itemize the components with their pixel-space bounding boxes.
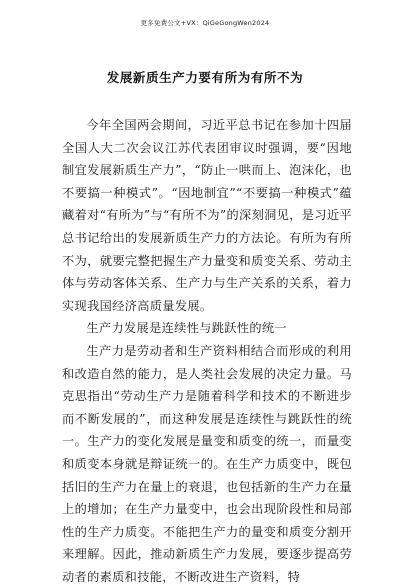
section-heading: 生产力发展是连续性与跳跃性的统一 (86, 321, 287, 336)
body-paragraph-productivity: 生产力是劳动者和生产资料相结合而形成的利用和改造自然的能力，是人类社会发展的决定力量。马克思指出“劳动生产力是随着科学和技术的不断进步而不断发展的”，而这种发展是连续性与跳跃性的统一。生产力的变化发展是量变和质变的统一，而量变和质变本身就是辩证统一的。在生产力质变中，既包括旧的生产力在量上的衰退，也包括新的生产力在量上的增加；在生产力量变中，也会出现阶段性和局部性的生产力质变。不能把生产力的量变和质变分割开来理解。因此，推动新质生产力发展，要逐步提高劳动者的素质和技能，不断改进生产资料，特 (62, 343, 352, 584)
document-body (62, 114, 352, 588)
document-title: 发展新质生产力要有所为有所不为 (106, 70, 304, 85)
header-note: 更多免费公文+VX：QiGeGongWen2024 (140, 19, 270, 27)
body-paragraph-intro: 今年全国两会期间，习近平总书记在参加十四届全国人大二次会议江苏代表团审议时强调，要“因地制宜发展新质生产力”，“防止一哄而上、泡沫化，也不要搞一种模式”。“因地制宜”“不要搞一种模式”蕴藏着对“有所为”与“有所不为”的深刻洞见，是习近平总书记给出的发展新质生产力的方法论。有所为有所不为，就要完整把握生产力量变和质变关系、劳动主体与劳动客体关系、生产力与生产关系的关系，着力实现我国经济高质量发展。 (62, 118, 352, 313)
